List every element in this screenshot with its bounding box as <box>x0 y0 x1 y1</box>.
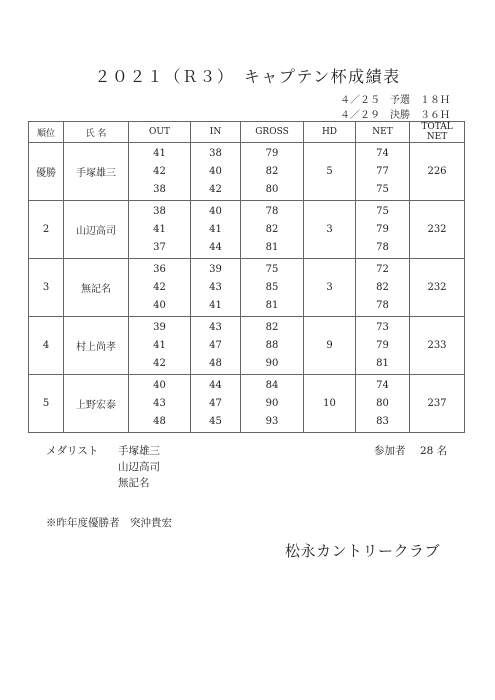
gross-score: 79 <box>265 147 279 159</box>
out-score: 36 <box>153 263 166 275</box>
hd-cell: 3 <box>304 259 356 317</box>
gross-score: 93 <box>265 415 279 427</box>
out-score: 42 <box>153 281 166 293</box>
rank-cell: 4 <box>29 317 64 375</box>
results-table <box>28 121 465 433</box>
gross-score: 82 <box>265 165 279 177</box>
net-score: 74 <box>376 147 389 159</box>
out-score: 41 <box>153 339 166 351</box>
player-name: 無記名 <box>64 259 129 317</box>
in-cell <box>191 317 241 375</box>
in-score: 45 <box>209 415 222 427</box>
table-row <box>29 259 465 317</box>
net-cell <box>356 201 410 259</box>
net-score: 79 <box>376 339 389 351</box>
gross-cell <box>241 375 304 433</box>
out-score: 38 <box>153 205 166 217</box>
total-net-cell: 237 <box>410 375 465 433</box>
out-score: 39 <box>153 321 166 333</box>
out-score: 41 <box>153 223 166 235</box>
net-score: 78 <box>376 241 389 253</box>
col-header-net: NET <box>356 122 410 143</box>
player-name: 上野宏泰 <box>64 375 129 433</box>
table-row <box>29 317 465 375</box>
gross-cell <box>241 259 304 317</box>
net-cell <box>356 259 410 317</box>
hd-cell: 10 <box>304 375 356 433</box>
col-header-hd: HD <box>304 122 356 143</box>
total-net-cell: 226 <box>410 143 465 201</box>
net-score: 72 <box>376 263 389 275</box>
net-score: 81 <box>376 357 389 369</box>
medalist-name: 手塚雄三 <box>118 445 160 457</box>
in-score: 44 <box>209 241 222 253</box>
rank-cell: 優勝 <box>29 143 64 201</box>
out-score: 48 <box>153 415 166 427</box>
in-score: 39 <box>209 263 222 275</box>
participants-label: 参加者 <box>374 445 406 457</box>
gross-score: 85 <box>265 281 279 293</box>
gross-cell <box>241 201 304 259</box>
out-score: 43 <box>153 397 166 409</box>
out-cell <box>129 143 191 201</box>
out-score: 40 <box>153 299 166 311</box>
gross-score: 82 <box>265 321 279 333</box>
page-title: ２０２１（Ｒ３） キャプテン杯成績表 <box>94 67 401 86</box>
col-header-gross: GROSS <box>241 122 304 143</box>
qualifier-info: ４／２５ 予選 １８Ｈ <box>340 95 450 106</box>
in-score: 42 <box>209 183 222 195</box>
col-header-out: OUT <box>129 122 191 143</box>
col-header-name: 氏 名 <box>64 122 129 143</box>
medalist-name: 無記名 <box>118 477 150 489</box>
total-net-cell: 232 <box>410 201 465 259</box>
hd-cell: 3 <box>304 201 356 259</box>
out-score: 42 <box>153 357 166 369</box>
in-score: 43 <box>209 321 222 333</box>
gross-score: 84 <box>265 379 279 391</box>
out-cell <box>129 259 191 317</box>
in-score: 43 <box>209 281 222 293</box>
net-score: 74 <box>376 379 389 391</box>
net-cell <box>356 317 410 375</box>
net-cell <box>356 143 410 201</box>
net-score: 73 <box>376 321 389 333</box>
out-score: 38 <box>153 183 166 195</box>
gross-score: 81 <box>265 299 279 311</box>
previous-winner-note: ※昨年度優勝者 突沖貴宏 <box>46 517 172 529</box>
in-cell <box>191 375 241 433</box>
organization-name: 松永カントリークラブ <box>285 542 441 560</box>
final-info: ４／２９ 決勝 ３６Ｈ <box>340 110 450 121</box>
in-cell <box>191 143 241 201</box>
table-row <box>29 201 465 259</box>
out-score: 42 <box>153 165 166 177</box>
in-score: 47 <box>209 397 222 409</box>
total-net-cell: 233 <box>410 317 465 375</box>
col-header-rank: 順位 <box>29 122 64 143</box>
player-name: 山辺高司 <box>64 201 129 259</box>
in-score: 41 <box>209 223 222 235</box>
rank-cell: 5 <box>29 375 64 433</box>
gross-score: 90 <box>265 357 279 369</box>
net-score: 80 <box>376 397 389 409</box>
net-score: 75 <box>376 183 389 195</box>
header-row <box>29 122 465 143</box>
in-score: 44 <box>209 379 222 391</box>
gross-cell <box>241 143 304 201</box>
gross-score: 75 <box>265 263 279 275</box>
col-header-total-net: TOTAL NET <box>410 122 465 143</box>
in-score: 48 <box>209 357 222 369</box>
out-score: 41 <box>153 147 166 159</box>
in-score: 38 <box>209 147 222 159</box>
hd-cell: 9 <box>304 317 356 375</box>
in-score: 40 <box>209 165 222 177</box>
net-score: 83 <box>376 415 389 427</box>
gross-score: 88 <box>265 339 279 351</box>
participants-count: 28 名 <box>420 445 448 457</box>
out-cell <box>129 317 191 375</box>
rank-cell: 3 <box>29 259 64 317</box>
gross-score: 90 <box>265 397 279 409</box>
net-score: 78 <box>376 299 389 311</box>
in-score: 47 <box>209 339 222 351</box>
in-cell <box>191 201 241 259</box>
gross-cell <box>241 317 304 375</box>
gross-score: 81 <box>265 241 279 253</box>
col-header-in: IN <box>191 122 241 143</box>
player-name: 村上尚孝 <box>64 317 129 375</box>
net-cell <box>356 375 410 433</box>
medalist-name: 山辺高司 <box>118 461 160 473</box>
in-score: 40 <box>209 205 222 217</box>
net-score: 79 <box>376 223 389 235</box>
gross-score: 80 <box>265 183 279 195</box>
net-score: 82 <box>376 281 389 293</box>
in-score: 41 <box>209 299 222 311</box>
out-score: 40 <box>153 379 166 391</box>
gross-score: 82 <box>265 223 279 235</box>
out-cell <box>129 201 191 259</box>
out-score: 37 <box>153 241 166 253</box>
net-score: 77 <box>376 165 389 177</box>
hd-cell: 5 <box>304 143 356 201</box>
rank-cell: 2 <box>29 201 64 259</box>
net-score: 75 <box>376 205 389 217</box>
total-net-cell: 232 <box>410 259 465 317</box>
player-name: 手塚雄三 <box>64 143 129 201</box>
table-row <box>29 143 465 201</box>
out-cell <box>129 375 191 433</box>
in-cell <box>191 259 241 317</box>
medalist-label: メダリスト <box>46 445 99 457</box>
gross-score: 78 <box>265 205 279 217</box>
table-row <box>29 375 465 433</box>
